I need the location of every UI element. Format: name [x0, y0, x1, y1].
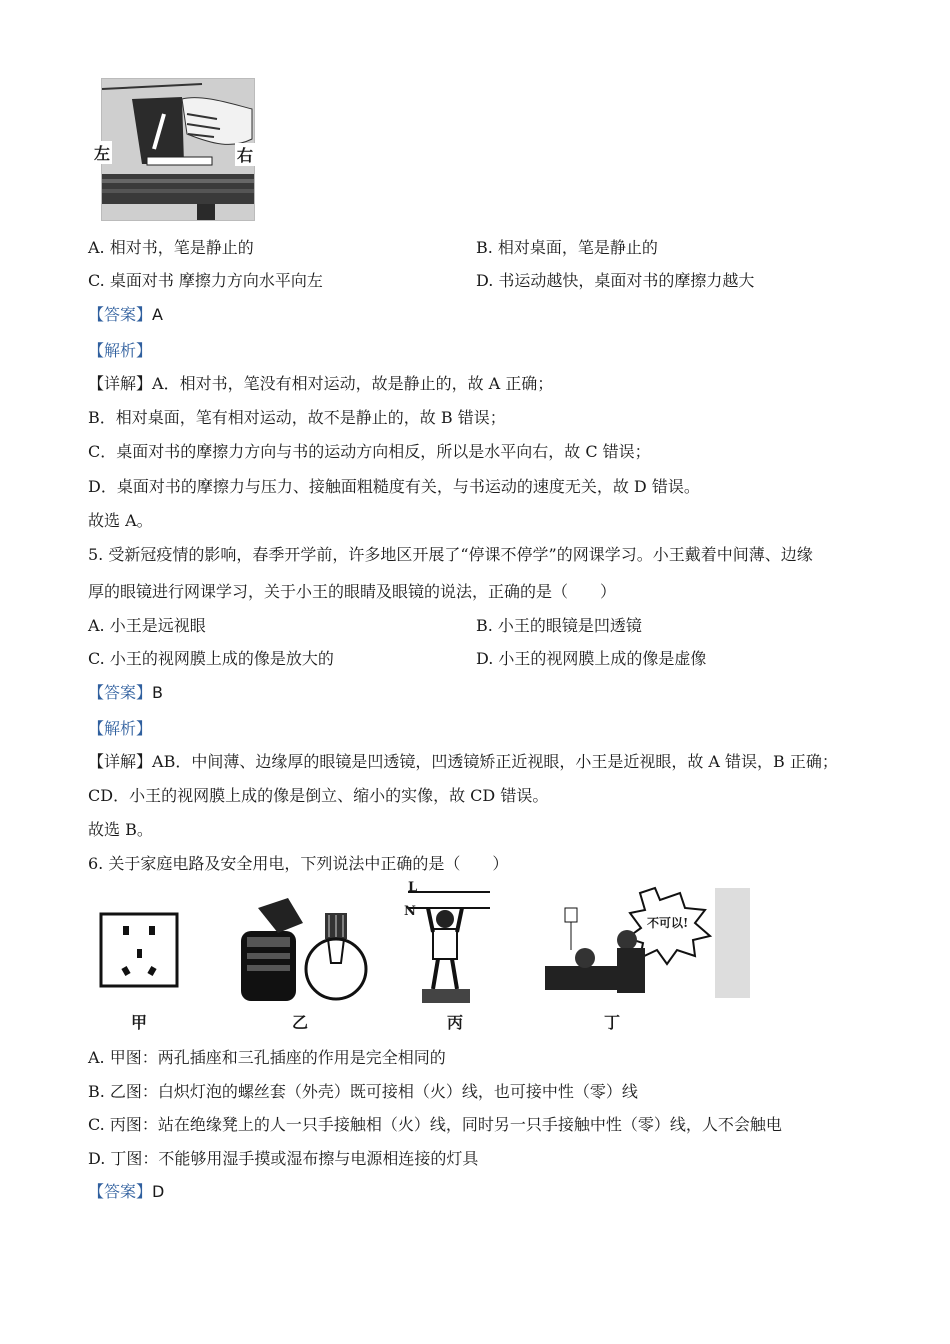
socket-icon	[99, 912, 179, 988]
q4-option-a: A. 相对书，笔是静止的	[88, 238, 254, 257]
q4-detail-line-3: C．桌面对书的摩擦力方向与书的运动方向相反，所以是水平向右，故 C 错误；	[88, 442, 651, 461]
bulb-figure	[233, 893, 373, 1005]
q5-answer	[88, 682, 163, 704]
q5-option-a: A. 小王是远视眼	[88, 616, 206, 635]
q6-answer	[88, 1181, 164, 1203]
q5-option-b: B. 小王的眼镜是凹透镜	[476, 616, 642, 635]
detail-text: AB．中间薄、边缘厚的眼镜是凹透镜，凹透镜矫正近视眼，小王是近视眼，故 A 错误，B 正确；	[152, 752, 838, 771]
detail-tag: 【详解】	[88, 752, 153, 771]
answer-value: D	[152, 1182, 165, 1201]
warning-bubble-text: 不可以!	[647, 916, 689, 930]
detail-tag: 【详解】	[88, 374, 153, 393]
q4-conclusion: 故选 A。	[88, 511, 153, 530]
q4-detail-line-2: B．相对桌面，笔有相对运动，故不是静止的，故 B 错误；	[88, 408, 506, 427]
q6-option-a: A. 甲图：两孔插座和三孔插座的作用是完全相同的	[88, 1048, 446, 1067]
answer-tag: 【答案】	[88, 683, 153, 702]
q4-detail-line-1	[88, 373, 553, 395]
detail-text: A．相对书，笔没有相对运动，故是静止的，故 A 正确；	[152, 374, 554, 393]
socket-figure	[99, 912, 179, 988]
answer-tag: 【答案】	[88, 1182, 153, 1201]
q4-answer	[88, 304, 163, 326]
q6-stem: 6. 关于家庭电路及安全用电，下列说法中正确的是（ ）	[88, 854, 509, 873]
answer-value: A	[152, 305, 163, 324]
q5-analysis-tag: 【解析】	[88, 719, 153, 738]
answer-tag: 【答案】	[88, 305, 153, 324]
q5-stem-line-1: 5. 受新冠疫情的影响，春季开学前，许多地区开展了“停课不停学”的网课学习。小王戴着中间薄、边缘	[88, 545, 813, 564]
q4-option-b: B. 相对桌面，笔是静止的	[476, 238, 658, 257]
q5-conclusion: 故选 B。	[88, 820, 153, 839]
person-on-stool-figure	[400, 880, 490, 1009]
q6-option-d: D. 丁图：不能够用湿手摸或湿布擦与电源相连接的灯具	[88, 1149, 479, 1168]
q6-option-b: B. 乙图：白炽灯泡的螺丝套（外壳）既可接相（火）线，也可接中性（零）线	[88, 1082, 638, 1101]
q5-option-d: D. 小王的视网膜上成的像是虚像	[476, 649, 707, 668]
bulb-socket-icon	[233, 893, 373, 1005]
q6-option-c: C. 丙图：站在绝缘凳上的人一只手接触相（火）线，同时另一只手接触中性（零）线，人不会触电	[88, 1115, 782, 1134]
person-on-stool-icon	[400, 884, 490, 1009]
answer-value: B	[152, 683, 163, 702]
live-wire-label: L	[408, 880, 418, 895]
q4-analysis-tag: 【解析】	[88, 341, 153, 360]
neutral-wire-label: N	[404, 904, 416, 919]
q4-option-d: D. 书运动越快，桌面对书的摩擦力越大	[476, 271, 755, 290]
q4-option-c: C. 桌面对书 摩擦力方向水平向左	[88, 271, 323, 290]
figure-label-ding: 丁	[604, 1013, 621, 1032]
book-desk-figure	[94, 78, 255, 221]
q5-detail-line-2: CD．小王的视网膜上成的像是倒立、缩小的实像，故 CD 错误。	[88, 786, 549, 805]
q5-stem-line-2: 厚的眼镜进行网课学习，关于小王的眼睛及眼镜的说法，正确的是（ ）	[88, 582, 617, 601]
figure-right-label: 右	[235, 143, 255, 166]
figure-label-yi: 乙	[292, 1013, 309, 1032]
book-desk-drawing	[102, 79, 254, 220]
figure-left-label: 左	[92, 141, 112, 164]
figure-label-jia: 甲	[131, 1013, 148, 1032]
q5-option-c: C. 小王的视网膜上成的像是放大的	[88, 649, 334, 668]
figure-label-bing: 丙	[447, 1013, 464, 1032]
q4-detail-line-4: D．桌面对书的摩擦力与压力、接触面粗糙度有关，与书运动的速度无关，故 D 错误。	[88, 477, 700, 496]
wet-hand-figure	[545, 888, 750, 1008]
q5-detail-line-1	[88, 751, 838, 773]
wet-hand-lamp-icon	[545, 888, 750, 1008]
